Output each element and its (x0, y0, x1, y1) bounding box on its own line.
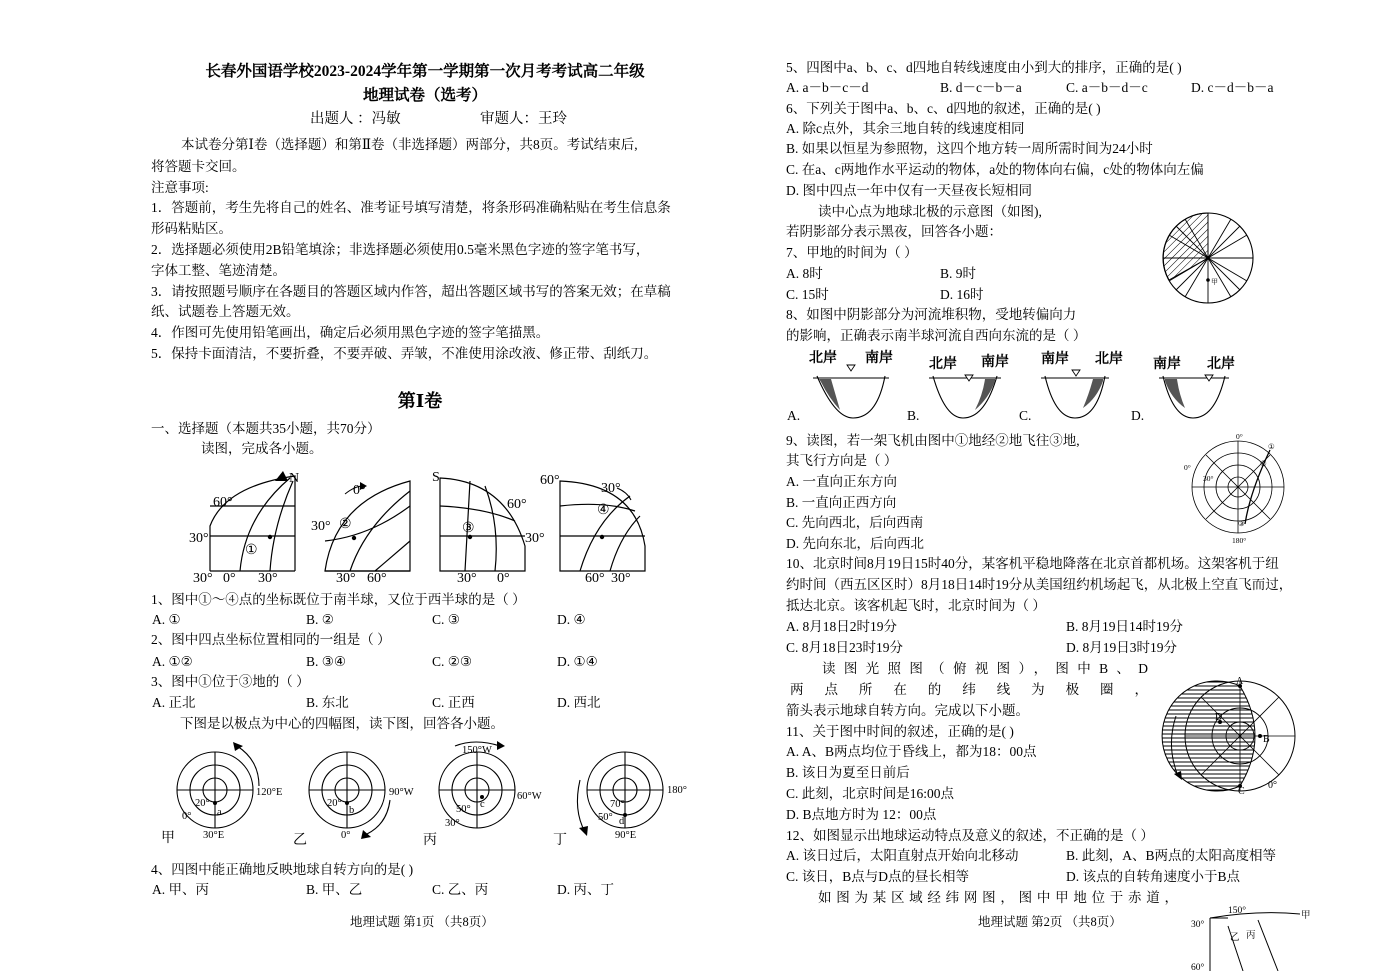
q6-stem: 6、下列关于图中a、b、c、d四地的叙述，正确的是( ) (786, 101, 1101, 116)
reading-instruction-4a: 读图光照图（俯视图），图中B、D (822, 661, 1148, 676)
q5-option-c[interactable]: C. a－b－d－c (1066, 80, 1148, 95)
svg-text:北岸: 北岸 (929, 357, 957, 372)
svg-text:20°: 20° (327, 798, 342, 809)
q1-option-c[interactable]: C. ③ (432, 612, 460, 627)
page-2-footer: 地理试题 第2页 （共8页） (978, 915, 1122, 929)
q5-stem: 5、四图中a、b、c、d四地自转线速度由小到大的排序，正确的是( ) (786, 60, 1182, 75)
page-1-footer: 地理试题 第1页 （共8页） (350, 915, 494, 929)
q7-option-d[interactable]: D. 16时 (940, 287, 984, 302)
svg-text:30°: 30° (189, 531, 209, 546)
reading-instruction-2: 下图是以极点为中心的四幅图，读下图，回答各小题。 (180, 716, 504, 731)
svg-text:甲: 甲 (161, 831, 175, 846)
svg-text:30°: 30° (445, 818, 460, 829)
svg-text:60°: 60° (540, 473, 560, 488)
svg-text:30°: 30° (1203, 474, 1214, 483)
q3-option-a[interactable]: A. 正北 (152, 695, 196, 710)
svg-text:d: d (619, 816, 625, 827)
svg-text:甲: 甲 (1301, 911, 1311, 921)
figure-polar-flight (1180, 432, 1290, 544)
svg-text:30°: 30° (311, 519, 331, 534)
svg-text:120°E: 120°E (256, 787, 283, 798)
q9-option-d[interactable]: D. 先向东北，后向西北 (786, 536, 924, 551)
notice-3a: 3．请按照题号顺序在各题目的答题区域内作答，超出答题区域书写的答案无效；在草稿 (151, 284, 671, 299)
svg-text:C: C (1238, 786, 1245, 797)
svg-text:c: c (480, 799, 485, 810)
q1-option-b[interactable]: B. ② (306, 612, 334, 627)
figure-polar-views (155, 740, 690, 850)
fig7-label-jia: 甲 (1211, 278, 1218, 286)
notice-3b: 纸、试题卷上答题无效。 (151, 304, 300, 319)
svg-text:B.: B. (907, 408, 920, 423)
q6-option-d[interactable]: D. 图中四点一年中仅有一天昼夜长短相同 (786, 183, 1032, 198)
svg-text:C.: C. (1019, 408, 1032, 423)
svg-text:0°: 0° (182, 811, 192, 822)
reading-instruction-1: 读图，完成各小题。 (201, 441, 323, 456)
svg-text:30°E: 30°E (203, 830, 225, 841)
figure-illumination (1158, 676, 1278, 796)
figure-graticules (185, 466, 655, 588)
svg-text:③: ③ (1238, 519, 1245, 528)
svg-text:②: ② (1260, 459, 1267, 468)
svg-text:A: A (1236, 676, 1244, 687)
svg-text:50°: 50° (456, 804, 471, 815)
q4-option-b[interactable]: B. 甲、乙 (306, 882, 363, 897)
q9-stem-b: 其飞行方向是（ ） (786, 453, 898, 468)
q10-option-a[interactable]: A. 8月18日2时19分 (786, 619, 897, 634)
intro-line-1: 本试卷分第Ⅰ卷（选择题）和第Ⅱ卷（非选择题）两部分，共8页。考试结束后, (181, 137, 638, 152)
svg-text:S: S (432, 470, 440, 485)
q7-stem: 7、甲地的时间为（ ） (786, 245, 918, 260)
svg-text:0°: 0° (223, 571, 236, 586)
notice-5: 5．保持卡面清洁，不要折叠，不要弄破、弄皱，不准使用涂改液、修正带、刮纸刀。 (151, 346, 658, 361)
svg-text:①: ① (245, 543, 258, 558)
figure-graticule-partial (1188, 904, 1313, 971)
svg-text:0°: 0° (353, 483, 366, 498)
q4-option-a[interactable]: A. 甲、丙 (152, 882, 209, 897)
svg-text:180°: 180° (667, 785, 687, 796)
q10-option-b[interactable]: B. 8月19日14时19分 (1066, 619, 1184, 634)
svg-text:180°: 180° (1232, 536, 1247, 545)
q5-option-a[interactable]: A. a－b－c－d (786, 80, 869, 95)
svg-text:60°: 60° (213, 495, 233, 510)
svg-text:乙: 乙 (1230, 933, 1240, 943)
q11-option-b[interactable]: B. 该日为夏至日前后 (786, 765, 910, 780)
q3-option-d[interactable]: D. 西北 (557, 695, 601, 710)
svg-text:60°: 60° (507, 497, 527, 512)
svg-text:0°: 0° (1268, 780, 1277, 791)
svg-text:0°: 0° (1236, 432, 1243, 441)
svg-text:30°: 30° (457, 571, 477, 586)
notice-4: 4．作图可先使用铅笔画出，确定后必须用黑色字迹的签字笔描黑。 (151, 325, 550, 340)
svg-text:60°: 60° (1191, 963, 1205, 971)
q12-option-d[interactable]: D. 该点的自转角速度小于B点 (1066, 869, 1241, 884)
svg-text:0°: 0° (1184, 463, 1191, 472)
q1-option-a[interactable]: A. ① (152, 612, 181, 627)
notice-2b: 字体工整、笔迹清楚。 (151, 263, 286, 278)
section-title: 第Ⅰ卷 (397, 391, 443, 411)
svg-text:D: D (1215, 712, 1223, 723)
svg-text:D.: D. (1131, 408, 1145, 423)
q2-option-b[interactable]: B. ③④ (306, 654, 346, 669)
q10-stem-b: 约时间（西五区区时）8月18日14时19分从美国纽约机场起飞，从北极上空直飞而过， (786, 577, 1293, 592)
q10-option-c[interactable]: C. 8月18日23时19分 (786, 640, 904, 655)
svg-text:北岸: 北岸 (809, 351, 837, 366)
svg-text:B: B (1263, 734, 1270, 745)
q2-stem: 2、图中四点坐标位置相同的一组是（ ） (151, 632, 391, 647)
svg-text:30°: 30° (525, 531, 545, 546)
svg-text:南岸: 南岸 (981, 355, 1009, 370)
notice-1a: 1．答题前，考生先将自己的姓名、准考证号填写清楚，将条形码准确粘贴在考生信息条 (151, 200, 671, 215)
svg-text:50°: 50° (598, 812, 613, 823)
q2-option-a[interactable]: A. ①② (152, 654, 193, 669)
q3-option-b[interactable]: B. 东北 (306, 695, 349, 710)
q10-stem-a: 10、北京时间8月19日15时40分，某客机平稳地降落在北京首都机场。这架客机于纽 (786, 556, 1279, 571)
svg-text:30°: 30° (611, 571, 631, 586)
q2-option-c[interactable]: C. ②③ (432, 654, 472, 669)
svg-text:30°: 30° (336, 571, 356, 586)
exam-subtitle: 地理试卷（选考） (362, 87, 487, 104)
reading-instruction-3b: 若阴影部分表示黑夜，回答各小题： (786, 224, 1002, 239)
q7-option-b[interactable]: B. 9时 (940, 266, 977, 281)
svg-text:丙: 丙 (1246, 931, 1256, 941)
q9-option-b[interactable]: B. 一直向正西方向 (786, 495, 897, 510)
author: 出题人 ：冯敏 (310, 111, 401, 127)
svg-text:90°E: 90°E (615, 830, 637, 841)
q5-option-b[interactable]: B. d－c－b－a (940, 80, 1022, 95)
q12-option-a[interactable]: A. 该日过后，太阳直射点开始向北移动 (786, 848, 1019, 863)
q8-stem-a: 8、如图中阴影部分为河流堆积物，受地转偏向力 (786, 307, 1077, 322)
q4-option-d[interactable]: D. 丙、丁 (557, 882, 614, 897)
svg-text:丁: 丁 (553, 833, 567, 848)
notice-title: 注意事项: (151, 180, 209, 195)
svg-text:20°: 20° (195, 798, 210, 809)
q11-option-d[interactable]: D. B点地方时为 12：00点 (786, 807, 937, 822)
svg-text:70°: 70° (610, 799, 625, 810)
q1-stem: 1、图中①～④点的坐标既位于南半球，又位于西半球的是（ ） (151, 592, 526, 607)
q12-stem: 12、如图显示出地球运动特点及意义的叙述，不正确的是（ ） (786, 828, 1154, 843)
svg-text:①: ① (1268, 442, 1275, 451)
svg-text:0°: 0° (341, 830, 351, 841)
exam-title: 长春外国语学校2023-2024学年第一学期第一次月考考试高二年级 (205, 63, 645, 80)
q6-option-c[interactable]: C. 在a、c两地作水平运动的物体，a处的物体向右偏，c处的物体向左偏 (786, 162, 1204, 177)
d1-label-n: N (289, 471, 300, 486)
svg-text:北岸: 北岸 (1095, 352, 1123, 367)
q3-stem: 3、图中①位于③地的（ ） (151, 674, 310, 689)
reviewer: 审题人：王玲 (480, 111, 567, 127)
q9-option-c[interactable]: C. 先向西北，后向西南 (786, 515, 924, 530)
figure-north-pole (1158, 208, 1258, 308)
q12-option-b[interactable]: B. 此刻，A、B两点的太阳高度相等 (1066, 848, 1277, 863)
reading-instruction-4b: 两点所在的纬线为极圈， (790, 682, 1148, 697)
svg-text:60°W: 60°W (517, 791, 542, 802)
q11-option-a[interactable]: A. A、B两点均位于昏线上，都为18：00点 (786, 744, 1037, 759)
svg-text:②: ② (339, 517, 352, 532)
svg-text:30°: 30° (258, 571, 278, 586)
svg-text:60°: 60° (585, 571, 605, 586)
q7-option-c[interactable]: C. 15时 (786, 287, 829, 302)
svg-text:150°: 150° (1228, 906, 1247, 916)
reading-instruction-5: 如图为某区域经纬网图，图中甲地位于赤道， (818, 890, 1178, 905)
q4-stem: 4、四图中能正确地反映地球自转方向的是( ) (151, 862, 414, 877)
svg-text:a: a (217, 807, 222, 818)
reading-instruction-3a: 读中心点为地球北极的示意图（如图), (818, 204, 1042, 219)
svg-text:④: ④ (597, 503, 610, 518)
svg-text:30°: 30° (193, 571, 213, 586)
svg-text:A.: A. (787, 408, 801, 423)
q9-stem-a: 9、读图，若一架飞机由图中①地经②地飞往③地, (786, 433, 1080, 448)
svg-text:150°W: 150°W (462, 745, 492, 756)
q5-option-d[interactable]: D. c－d－b－a (1191, 80, 1274, 95)
svg-text:乙: 乙 (293, 833, 307, 848)
svg-text:60°: 60° (367, 571, 387, 586)
q11-option-c[interactable]: C. 此刻，北京时间是16:00点 (786, 786, 955, 801)
q10-option-d[interactable]: D. 8月19日3时19分 (1066, 640, 1177, 655)
q11-stem: 11、关于图中时间的叙述，正确的是( ) (786, 724, 1014, 739)
q2-option-d[interactable]: D. ①④ (557, 654, 598, 669)
figure-river-banks (785, 348, 1255, 423)
q6-option-b[interactable]: B. 如果以恒星为参照物，这四个地方转一周所需时间为24小时 (786, 141, 1153, 156)
q9-option-a[interactable]: A. 一直向正东方向 (786, 474, 897, 489)
svg-text:b: b (349, 805, 355, 816)
svg-text:30°: 30° (1191, 920, 1205, 930)
svg-text:南岸: 南岸 (1153, 357, 1181, 372)
q1-option-d[interactable]: D. ④ (557, 612, 586, 627)
svg-text:北岸: 北岸 (1207, 357, 1235, 372)
q8-stem-b: 的影响，正确表示南半球河流自西向东流的是（ ） (786, 328, 1087, 343)
reading-instruction-4c: 箭头表示地球自转方向。完成以下小题。 (786, 703, 1029, 718)
svg-text:30°: 30° (601, 481, 621, 496)
q3-option-c[interactable]: C. 正西 (432, 695, 475, 710)
q4-option-c[interactable]: C. 乙、丙 (432, 882, 489, 897)
q7-option-a[interactable]: A. 8时 (786, 266, 823, 281)
svg-text:南岸: 南岸 (865, 351, 893, 366)
notice-1b: 形码粘贴区。 (151, 221, 232, 236)
q10-stem-c: 抵达北京。该客机起飞时，北京时间为（ ） (786, 598, 1046, 613)
svg-text:0°: 0° (497, 571, 510, 586)
q12-option-c[interactable]: C. 该日，B点与D点的昼长相等 (786, 869, 970, 884)
notice-2a: 2．选择题必须使用2B铅笔填涂；非选择题必须使用0.5毫米黑色字迹的签字笔书写， (151, 242, 650, 257)
svg-text:南岸: 南岸 (1041, 352, 1069, 367)
part-heading: 一、选择题（本题共35小题，共70分） (151, 421, 381, 436)
svg-text:丙: 丙 (423, 833, 437, 848)
intro-line-2: 将答题卡交回。 (151, 159, 246, 174)
q6-option-a[interactable]: A. 除c点外，其余三地自转的线速度相同 (786, 121, 1025, 136)
svg-text:③: ③ (462, 521, 475, 536)
svg-text:90°W: 90°W (389, 787, 414, 798)
